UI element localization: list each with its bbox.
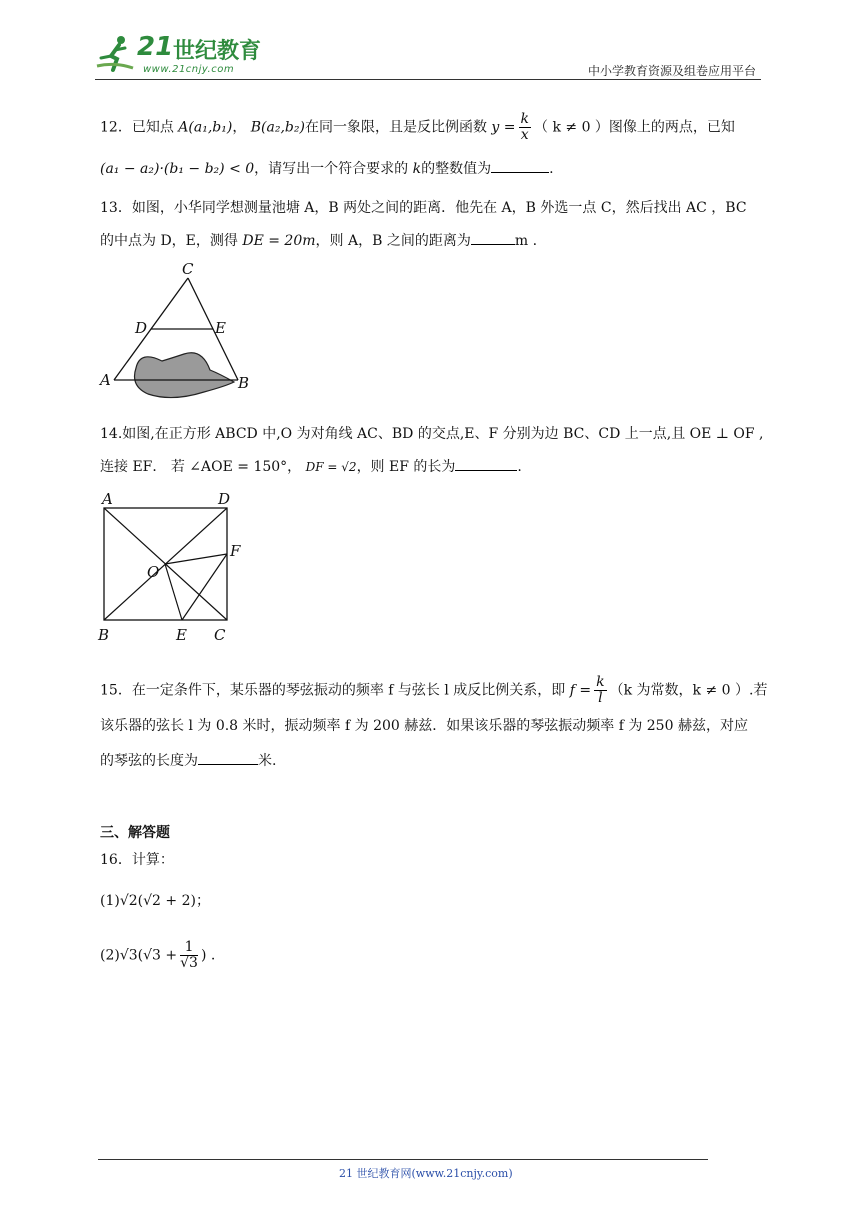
q12-fraction [519,112,531,143]
label-b: B [98,626,110,644]
q14-line-2 [100,456,522,476]
q16-title: 16．计算： [100,852,174,868]
q12-y-eq: y = [491,119,516,136]
q12-number: 12． [100,119,132,136]
q14-line-1: 14.如图,在正方形 ABCD 中,O 为对角线 AC、BD 的交点,E、F 分别为边 BC、CD 上一点,且 OE ⊥ OF , [100,426,764,442]
q13-line-1: 13．如图，小华同学想测量池塘 A，B 两处之间的距离．他先在 A，B 外选一点 C，然后找出 AC ，BC [100,200,747,216]
q15-text-d: 米. [258,753,277,769]
footer-link[interactable]: 21 世纪教育网(www.21cnjy.com) [339,1167,513,1180]
runner-icon [95,34,135,74]
q15-line-3 [100,750,276,770]
label-e: E [215,319,226,337]
section-heading: 三、解答题 [100,825,170,841]
question-12-line-2 [100,158,554,178]
q15-line-1 [100,675,767,706]
q12-point-b: B(a₂,b₂) [250,119,305,136]
q14-df: DF = √2 [305,460,357,474]
header-tagline: 中小学教育资源及组卷应用平台 [587,64,756,78]
logo-url: www.21cnjy.com [143,64,235,75]
segment-ef [182,554,227,620]
q16-part-2 [100,940,215,971]
segment-oe [165,564,182,620]
q15-f-eq: f = [569,682,592,699]
q13-text-b: ，则 A，B 之间的距离为 [315,233,471,249]
site-logo [95,34,265,78]
q12-frac-den: x [520,127,529,143]
label-a: A [100,371,111,389]
label-c: C [182,260,194,278]
q12-text-2: 在同一象限，且是反比例函数 [304,119,487,136]
q16-fraction [180,940,198,971]
q13-line-2 [100,230,537,250]
q14-square-figure [94,488,254,650]
label-e: E [176,626,187,644]
q13-answer-blank[interactable] [471,232,515,245]
q15-text-a: 15．在一定条件下，某乐器的琴弦振动的频率 f 与弦长 l 成反比例关系，即 [100,682,566,699]
label-f: F [230,542,241,560]
header-divider [95,79,761,80]
q12-k: k [412,161,422,177]
q16-part-1: (1)√2(√2 + 2)； [100,893,210,909]
q16-frac-den: √3 [180,955,198,971]
q14-end: . [517,459,522,475]
q12-condition: （ k ≠ 0 ）图像上的两点，已知 [534,119,735,136]
q15-text-c: 的琴弦的长度为 [100,753,198,769]
q13-text-a: 的中点为 D，E，测得 [100,233,238,249]
q15-text-b: （k 为常数，k ≠ 0 ）.若 [609,682,768,699]
footer-divider [98,1159,708,1160]
q14-text-a: 连接 EF． 若 ∠AOE = 150°， [100,459,302,475]
q12-text-3: ，请写出一个符合要求的 [254,161,409,177]
q12-inequality: (a₁ − a₂)·(b₁ − b₂) < 0 [100,161,255,177]
label-d: D [218,490,231,508]
q16-part-2-a: (2)√3(√3 + [100,947,178,964]
logo-text: 世纪教育 [173,39,262,64]
pond-shape [135,353,235,398]
q12-end: . [549,161,554,177]
q15-fraction [594,675,606,706]
q12-text-4: 的整数值为 [421,161,492,177]
q14-text-b: ，则 EF 的长为 [356,459,456,475]
label-c: C [214,626,226,644]
q12-text-1: 已知点 [131,119,174,136]
q13-de: DE = 20m [242,233,316,249]
label-d: D [135,319,148,337]
q16-frac-num: 1 [180,940,198,956]
q15-answer-blank[interactable] [198,752,258,765]
q12-point-a: A(a₁,b₁) [178,119,233,136]
q15-frac-den: l [598,690,603,706]
q12-answer-blank[interactable] [491,160,549,173]
label-b: B [238,374,250,392]
label-a: A [102,490,113,508]
question-12-line-1 [100,112,735,143]
q15-frac-num: k [596,674,605,690]
q13-triangle-figure [92,258,262,408]
q16-part-2-b: ) . [200,947,216,964]
q12-comma: ， [232,119,247,136]
q15-line-2: 该乐器的弦长 l 为 0.8 米时，振动频率 f 为 200 赫兹．如果该乐器的琴弦振动频率 f 为 250 赫兹，对应 [100,718,748,734]
q12-frac-num: k [520,111,529,127]
q13-unit: m . [514,233,538,249]
q14-answer-blank[interactable] [455,458,517,471]
logo-number: 21 [137,32,174,62]
label-o: O [147,563,160,581]
